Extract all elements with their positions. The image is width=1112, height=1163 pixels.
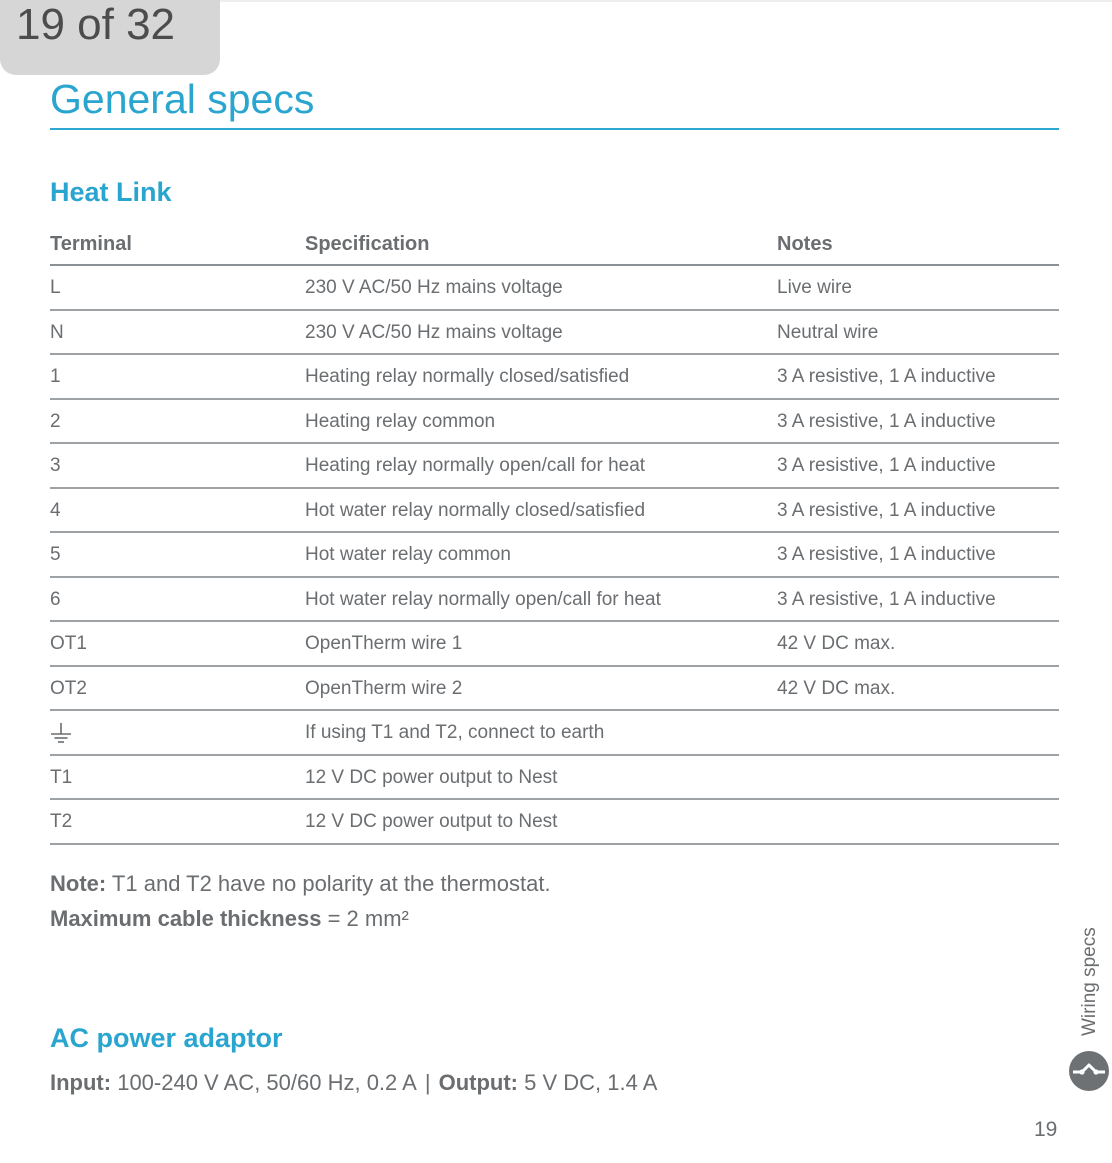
specification-cell: Hot water relay common [305,544,511,565]
notes-cell: 3 A resistive, 1 A inductive [777,366,996,387]
polarity-note [50,866,551,901]
table-row [50,756,1059,801]
column-header-specification: Specification [305,233,430,255]
table-row [50,355,1059,400]
notes-cell: 3 A resistive, 1 A inductive [777,455,996,476]
specification-cell: 230 V AC/50 Hz mains voltage [305,321,563,343]
output-label: Output: [438,1070,518,1095]
specification-cell: OpenTherm wire 1 [305,633,463,654]
table-row [50,711,1059,756]
notes-cell: 3 A resistive, 1 A inductive [777,410,996,432]
separator: | [424,1070,431,1095]
wiring-icon [1068,1050,1110,1092]
table-row [50,400,1059,445]
page-indicator: 19 of 32 [0,0,220,75]
cable-thickness-note [50,901,551,936]
notes-cell: 42 V DC max. [777,677,896,699]
terminal-cell: OT2 [50,677,87,699]
table-row [50,489,1059,534]
specification-cell: 12 V DC power output to Nest [305,811,558,832]
table-row [50,578,1059,623]
table-row [50,533,1059,578]
table-row [50,800,1059,845]
section-heading-heat-link: Heat Link [50,177,172,207]
page-title: General specs [50,76,315,122]
table-row [50,311,1059,356]
section-heading-ac-power-adaptor: AC power adaptor [50,1023,283,1053]
specification-cell: Hot water relay normally closed/satisfied [305,499,646,521]
notes-cell: 42 V DC max. [777,633,896,654]
heat-link-spec-table [50,222,1059,845]
specification-cell: If using T1 and T2, connect to earth [305,722,605,743]
terminal-cell: 1 [50,366,61,387]
terminal-cell: L [50,277,61,298]
specification-cell: Heating relay common [305,410,496,432]
specification-cell: Heating relay normally open/call for heat [305,455,646,476]
specification-cell: Hot water relay normally open/call for heat [305,588,661,610]
specification-cell: OpenTherm wire 2 [305,677,463,699]
terminal-cell: 6 [50,588,61,610]
table-row [50,622,1059,667]
input-value: 100-240 V AC, 50/60 Hz, 0.2 A [111,1070,417,1095]
notes-cell: Neutral wire [777,321,879,343]
adaptor-specs [50,1066,657,1100]
input-label: Input: [50,1070,112,1095]
column-header-notes: Notes [777,233,833,255]
cable-value: = 2 mm² [321,906,409,931]
notes-block [50,866,551,936]
specification-cell: 12 V DC power output to Nest [305,766,558,788]
terminal-cell: 3 [50,455,61,476]
notes-cell: Live wire [777,277,852,298]
specification-cell: Heating relay normally closed/satisfied [305,366,630,387]
terminal-cell: T2 [50,811,73,832]
notes-cell: 3 A resistive, 1 A inductive [777,499,996,521]
ground-icon [49,723,73,745]
specification-cell: 230 V AC/50 Hz mains voltage [305,277,563,298]
terminal-cell: 4 [50,499,61,521]
table-row [50,444,1059,489]
output-value: 5 V DC, 1.4 A [517,1070,658,1095]
side-section-label: Wiring specs [1079,927,1100,1036]
notes-cell: 3 A resistive, 1 A inductive [777,588,996,610]
page-number: 19 [1034,1118,1058,1141]
notes-cell: 3 A resistive, 1 A inductive [777,544,996,565]
table-header-row [50,222,1059,266]
terminal-cell: 2 [50,410,61,432]
terminal-cell: T1 [50,766,73,788]
column-header-terminal: Terminal [50,233,132,255]
note-text: T1 and T2 have no polarity at the thermostat. [106,871,551,896]
cable-label: Maximum cable thickness [50,906,322,931]
table-row [50,667,1059,712]
title-divider [50,128,1059,130]
terminal-cell: N [50,321,64,343]
note-label: Note: [50,871,107,896]
terminal-cell: OT1 [50,633,87,654]
terminal-cell: 5 [50,544,61,565]
table-row [50,266,1059,311]
